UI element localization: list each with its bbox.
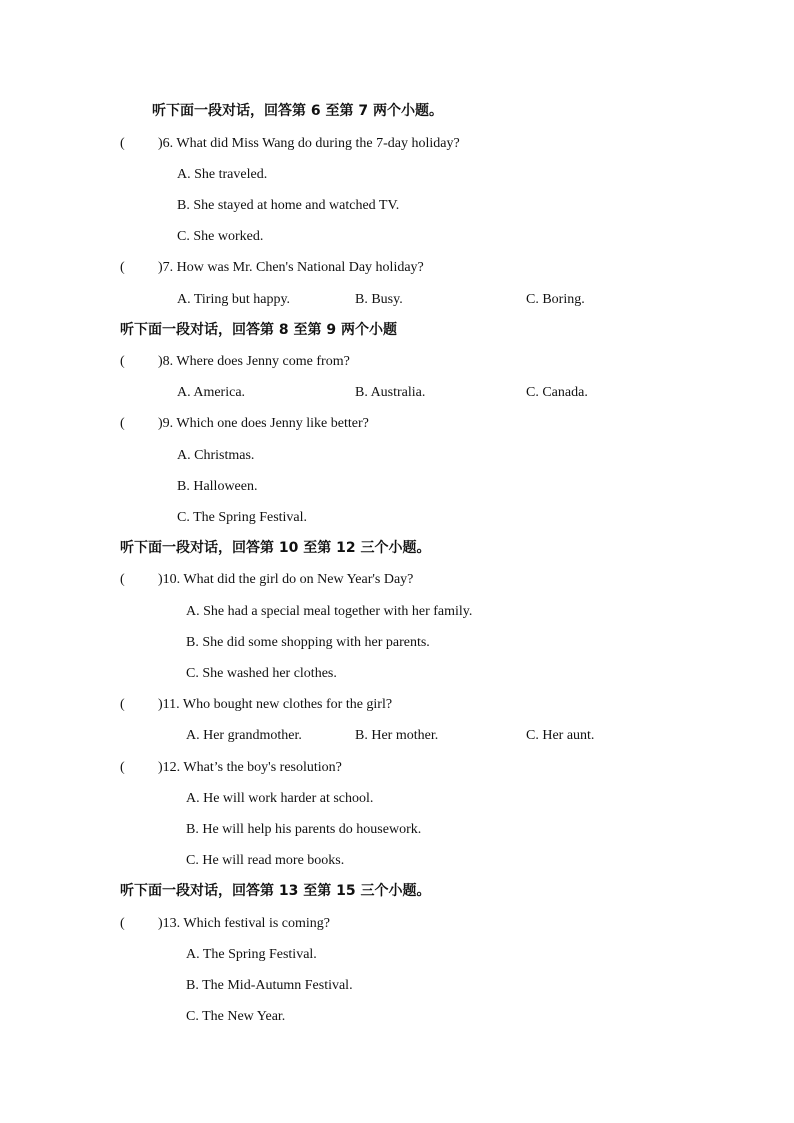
answer-blank-open: (	[120, 760, 125, 775]
section-heading: 听下面一段对话，回答第 10 至第 12 三个小题。	[120, 540, 431, 556]
answer-blank-open: (	[120, 260, 125, 275]
question-text: Which festival is coming?	[183, 916, 330, 931]
question-text: What did Miss Wang do during the 7-day holiday?	[176, 136, 460, 151]
option-c: C. Her aunt.	[526, 728, 595, 743]
question-9	[120, 415, 369, 433]
question-text: Which one does Jenny like better?	[176, 416, 369, 431]
question-number: 6.	[162, 136, 174, 151]
question-text: What’s the boy's resolution?	[183, 760, 342, 775]
option-b: B. He will help his parents do housework.	[186, 822, 422, 837]
answer-blank-close: )	[158, 260, 163, 275]
section-heading: 听下面一段对话，回答第 6 至第 7 两个小题。	[152, 103, 443, 119]
option-a: A. America.	[177, 385, 246, 400]
option-c: C. The New Year.	[186, 1009, 286, 1024]
answer-blank-close: )	[158, 760, 163, 775]
question-7	[120, 259, 424, 277]
question-13	[120, 915, 330, 933]
option-c: C. He will read more books.	[186, 853, 345, 868]
answer-blank-close: )	[158, 416, 163, 431]
option-a: A. She had a special meal together with her family.	[186, 604, 473, 619]
question-number: 11.	[162, 697, 180, 712]
question-10	[120, 571, 413, 589]
question-number: 9.	[162, 416, 174, 431]
option-c: C. The Spring Festival.	[177, 510, 308, 525]
question-text: Who bought new clothes for the girl?	[182, 697, 393, 712]
answer-blank-open: (	[120, 416, 125, 431]
answer-blank-close: )	[158, 572, 163, 587]
option-b: B. Busy.	[355, 292, 403, 307]
answer-blank-close: )	[158, 697, 163, 712]
option-c: C. She worked.	[177, 229, 264, 244]
option-a: A. The Spring Festival.	[186, 947, 317, 962]
option-a: A. Her grandmother.	[186, 728, 302, 743]
option-a: A. Tiring but happy.	[177, 292, 291, 307]
option-b: B. She did some shopping with her parents.	[186, 635, 430, 650]
section-heading: 听下面一段对话，回答第 8 至第 9 两个小题	[120, 322, 397, 338]
question-number: 10.	[162, 572, 181, 587]
answer-blank-open: (	[120, 354, 125, 369]
answer-blank-open: (	[120, 916, 125, 931]
question-11	[120, 696, 392, 714]
option-c: C. Boring.	[526, 292, 585, 307]
option-a: A. Christmas.	[177, 448, 255, 463]
question-number: 7.	[162, 260, 174, 275]
answer-blank-close: )	[158, 136, 163, 151]
answer-blank-open: (	[120, 572, 125, 587]
answer-blank-open: (	[120, 136, 125, 151]
option-b: B. She stayed at home and watched TV.	[177, 198, 400, 213]
question-12	[120, 759, 342, 777]
question-6	[120, 135, 460, 153]
question-8	[120, 353, 350, 371]
question-text: What did the girl do on New Year's Day?	[183, 572, 414, 587]
question-text: Where does Jenny come from?	[176, 354, 350, 369]
question-number: 12.	[162, 760, 181, 775]
option-a: A. She traveled.	[177, 167, 268, 182]
section-heading: 听下面一段对话，回答第 13 至第 15 三个小题。	[120, 883, 431, 899]
option-b: B. The Mid-Autumn Festival.	[186, 978, 353, 993]
question-number: 8.	[162, 354, 174, 369]
option-a: A. He will work harder at school.	[186, 791, 374, 806]
answer-blank-open: (	[120, 697, 125, 712]
question-text: How was Mr. Chen's National Day holiday?	[176, 260, 424, 275]
option-b: B. Australia.	[355, 385, 426, 400]
option-c: C. She washed her clothes.	[186, 666, 337, 681]
question-number: 13.	[162, 916, 181, 931]
answer-blank-close: )	[158, 354, 163, 369]
option-b: B. Her mother.	[355, 728, 439, 743]
option-c: C. Canada.	[526, 385, 588, 400]
option-b: B. Halloween.	[177, 479, 258, 494]
answer-blank-close: )	[158, 916, 163, 931]
